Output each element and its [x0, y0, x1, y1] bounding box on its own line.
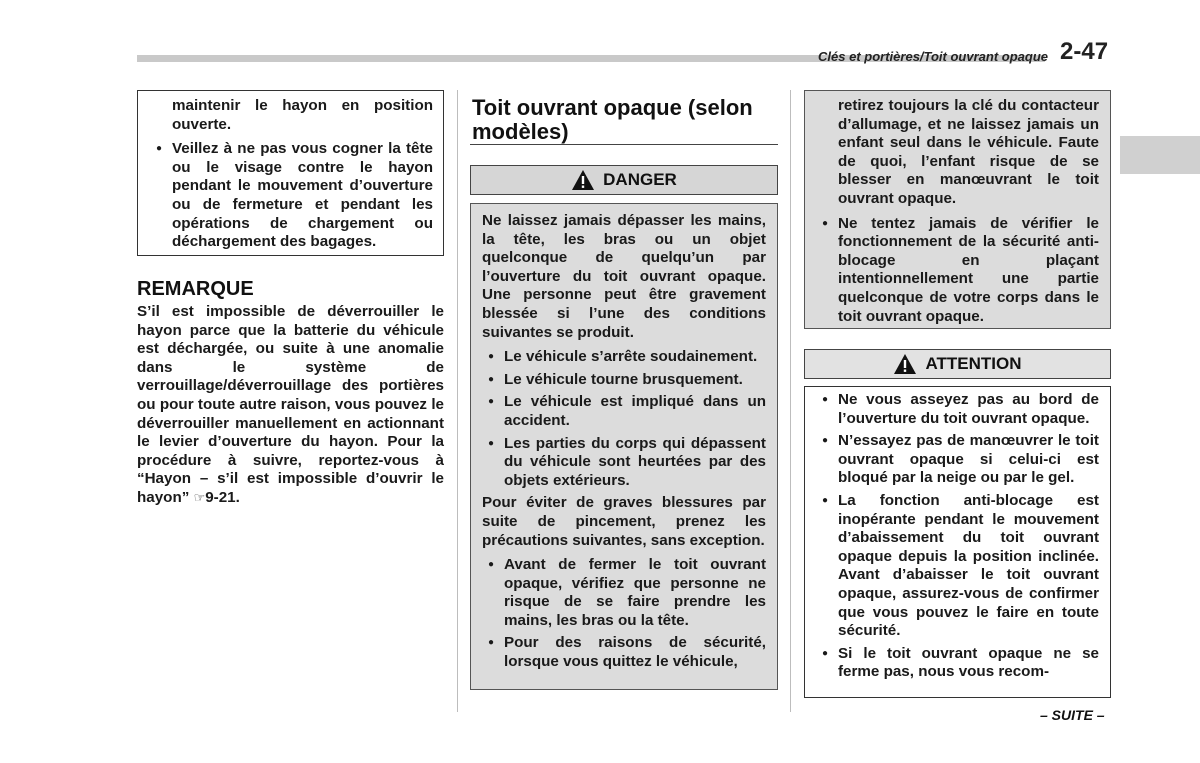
attention-box — [804, 386, 1111, 698]
attention-label: ATTENTION — [925, 354, 1022, 373]
section-title: Toit ouvrant opaque (selon modèles) — [472, 95, 753, 144]
header-title: Clés et portières/Toit ouvrant opaque — [818, 49, 1048, 64]
remarque-heading: REMARQUE — [137, 278, 254, 300]
page-ref-icon: ☞ — [193, 489, 206, 505]
hayon-note-box — [137, 90, 444, 256]
remarque-paragraph — [137, 303, 444, 508]
column-divider-left — [457, 90, 458, 712]
danger-condition-item: ● Le véhicule est impliqué dans un accident. — [482, 393, 766, 430]
continued-marker: – SUITE – — [1040, 707, 1105, 723]
warning-triangle-icon — [893, 353, 917, 375]
precaution-item: ● Avant de fermer le toit ouvrant opaque, vérifiez que personne ne risque de se faire prendre les mains, les bras ou la tête. — [482, 556, 766, 630]
danger-box — [470, 203, 778, 690]
precautions-intro: Pour éviter de graves blessures par suite de pincement, prenez les précautions suivantes, sans exception. — [482, 494, 766, 549]
attention-item: ● La fonction anti-blocage est inopérante pendant le mouvement d’abaissement du toit ouvrant opaque depuis la position inclinée. Avant d’abaisser le toit ouvrant opaque, assurez-vous de confirmer que vous pouvez le faire en toute sécurité. — [816, 492, 1099, 641]
attention-label-bar — [804, 349, 1111, 379]
precaution-item: ● Pour des raisons de sécurité, lorsque vous quittez le véhicule, — [482, 634, 766, 671]
danger-label: DANGER — [603, 170, 677, 189]
hayon-note-intro: maintenir le hayon en position ouverte. — [172, 97, 433, 133]
remarque-text: S’il est impossible de déverrouiller le hayon parce que la batterie du véhicule est déchargée, ou suite à une anomalie dans le système de verrouillage/déverrouillage des portières ou pour toute autre raison, vous pouvez le déverrouiller manuellement en actionnant le levier d’ouverture du hayon. Pour la procédure à suivre, reportez-vous à “Hayon – s’il est impossible d’ouvrir le hayon” — [137, 303, 444, 506]
danger-condition-item: ● Les parties du corps qui dépassent du véhicule sont heurtées par des objets extérieurs. — [482, 435, 766, 491]
column-divider-right — [790, 90, 791, 712]
hayon-note-list — [150, 140, 433, 252]
danger-continued-bullet: ● Ne tentez jamais de vérifier le fonctionnement de la sécurité anti-blocage en plaçant intentionnellement une partie quelconque de votre corps dans le toit ouvrant opaque. — [816, 215, 1099, 327]
page-ref-link[interactable]: 9-21. — [205, 488, 240, 506]
attention-list — [816, 391, 1099, 682]
warning-triangle-icon — [571, 169, 595, 191]
hayon-note-bullet: ● Veillez à ne pas vous cogner la tête ou le visage contre le hayon pendant le mouvement d’ouverture ou de fermeture et pendant les opérations de chargement ou déchargement des bagages. — [150, 140, 433, 252]
title-rule — [470, 144, 778, 145]
danger-intro: Ne laissez jamais dépasser les mains, la tête, les bras ou un objet quelconque de quelqu’un par l’ouverture du toit ouvrant opaque. Une personne peut être gravement blessée si l’une des conditions suivantes se produit. — [482, 212, 766, 341]
attention-item: ● N’essayez pas de manœuvrer le toit ouvrant opaque si celui-ci est bloqué par la neige ou par le gel. — [816, 432, 1099, 488]
page-number: 2-47 — [1060, 38, 1109, 65]
precautions-list — [482, 556, 766, 672]
danger-conditions-list — [482, 348, 766, 490]
danger-continued-list — [816, 215, 1099, 327]
danger-condition-item: ● Le véhicule tourne brusquement. — [482, 371, 766, 390]
danger-label-bar — [470, 165, 778, 195]
attention-item: ● Ne vous asseyez pas au bord de l’ouverture du toit ouvrant opaque. — [816, 391, 1099, 428]
danger-continued-text: retirez toujours la clé du contacteur d’allumage, et ne laissez jamais un enfant seul dans le véhicule. Faute de quoi, l’enfant risque de se blesser en manœuvrant le toit ouvrant opaque. — [838, 97, 1099, 207]
chapter-tab — [1120, 136, 1200, 174]
attention-item: ● Si le toit ouvrant opaque ne se ferme pas, nous vous recom- — [816, 645, 1099, 682]
danger-box-continued — [804, 90, 1111, 329]
danger-condition-item: ● Le véhicule s’arrête soudainement. — [482, 348, 766, 367]
